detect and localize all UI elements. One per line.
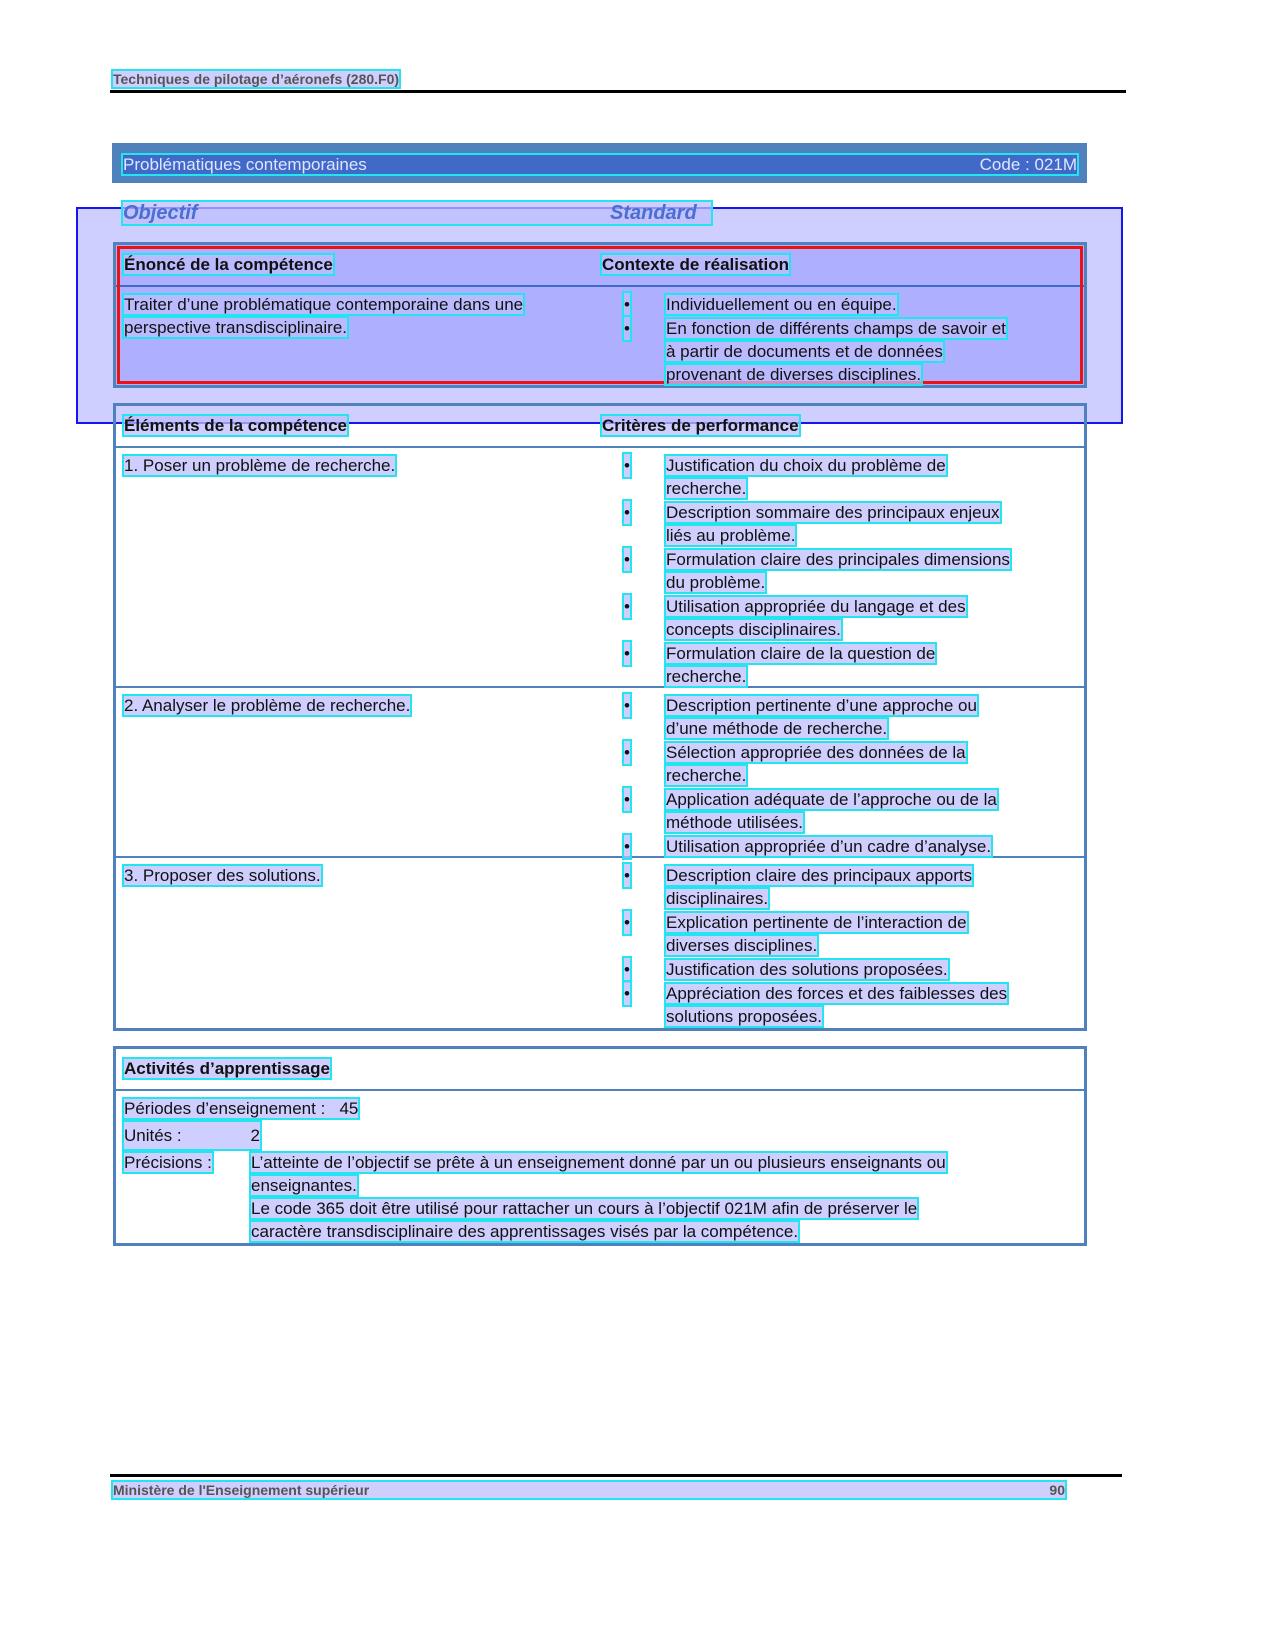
page-number: 90 xyxy=(1049,1482,1065,1498)
enonce-line: perspective transdisciplinaire. xyxy=(124,318,347,337)
objectif-label: Objectif xyxy=(123,202,198,224)
criterion-line: Sélection appropriée des données de la xyxy=(666,743,966,762)
criterion-line: concepts disciplinaires. xyxy=(666,620,841,639)
criterion-item xyxy=(602,694,1084,740)
criterion-line: à partir de documents et de données xyxy=(666,342,943,361)
bullet-icon: • xyxy=(624,866,630,885)
enonce-table xyxy=(113,242,1087,388)
criterion-line: Individuellement ou en équipe. xyxy=(666,295,897,314)
criterion-item xyxy=(602,911,1084,957)
criterion-line: Description pertinente d’une approche ou xyxy=(666,696,977,715)
criterion-item xyxy=(602,788,1084,834)
criterion-item xyxy=(602,741,1084,787)
course-code: Code : 021M xyxy=(979,155,1077,174)
precision-line: enseignantes. xyxy=(251,1176,357,1195)
criterion-line: diverses disciplines. xyxy=(666,936,818,955)
bullet-icon: • xyxy=(624,319,630,338)
criterion-line: du problème. xyxy=(666,573,766,592)
element-row xyxy=(116,448,1084,688)
element-label: 1. Poser un problème de recherche. xyxy=(124,456,396,475)
criterion-line: Justification du choix du problème de xyxy=(666,456,946,475)
elements-header: Éléments de la compétence xyxy=(124,416,347,435)
criterion-line: Formulation claire de la question de xyxy=(666,644,936,663)
bullet-icon: • xyxy=(624,696,630,715)
criteres-header: Critères de performance xyxy=(602,416,799,435)
periodes-value: 45 xyxy=(339,1099,359,1118)
unites-value: 2 xyxy=(250,1126,260,1145)
precision-line: caractère transdisciplinaire des apprentissages visés par la compétence. xyxy=(251,1222,799,1241)
element-row xyxy=(116,688,1084,858)
bullet-icon: • xyxy=(624,644,630,663)
bullet-icon: • xyxy=(624,503,630,522)
header-rule xyxy=(110,90,1126,93)
bullet-icon: • xyxy=(624,597,630,616)
criterion-line: recherche. xyxy=(666,766,747,785)
criterion-item xyxy=(602,454,1084,500)
title-bar xyxy=(112,143,1087,183)
criterion-item xyxy=(602,864,1084,910)
criterion-item xyxy=(602,548,1084,594)
enonce-header: Énoncé de la compétence xyxy=(124,255,333,274)
activites-table xyxy=(113,1046,1087,1246)
unites: Unités : 2 xyxy=(124,1122,260,1149)
elements-table xyxy=(113,403,1087,1031)
criterion-line: recherche. xyxy=(666,667,747,686)
criterion-line: Description sommaire des principaux enjeux xyxy=(666,503,1000,522)
bullet-icon: • xyxy=(624,837,630,856)
ministry: Ministère de l'Enseignement supérieur xyxy=(113,1482,370,1498)
contexte-header: Contexte de réalisation xyxy=(602,255,790,274)
precision-line: L’atteinte de l’objectif se prête à un enseignement donné par un ou plusieurs enseignants ou xyxy=(251,1153,946,1172)
element-label: 2. Analyser le problème de recherche. xyxy=(124,696,411,715)
criterion-line: disciplinaires. xyxy=(666,889,769,908)
criterion-item xyxy=(602,958,1084,981)
criterion-line: En fonction de différents champs de savoir et xyxy=(666,319,1006,338)
criterion-line: provenant de diverses disciplines. xyxy=(666,365,922,384)
bullet-icon: • xyxy=(624,295,630,314)
criterion-line: Utilisation appropriée du langage et des xyxy=(666,597,966,616)
criterion-item xyxy=(602,982,1084,1028)
activites-title: Activités d’apprentissage xyxy=(124,1059,330,1078)
bullet-icon: • xyxy=(624,456,630,475)
criterion-line: Formulation claire des principales dimensions xyxy=(666,550,1010,569)
criterion-line: solutions proposées. xyxy=(666,1007,822,1026)
element-label: 3. Proposer des solutions. xyxy=(124,866,321,885)
criterion-line: Description claire des principaux apports xyxy=(666,866,973,885)
program-header: Techniques de pilotage d’aéronefs (280.F0) xyxy=(113,71,400,87)
criterion-line: recherche. xyxy=(666,479,747,498)
element-row xyxy=(116,858,1084,1028)
bullet-icon: • xyxy=(624,550,630,569)
criterion-item xyxy=(602,293,1084,316)
precisions-label: Précisions : xyxy=(124,1153,212,1172)
bullet-icon: • xyxy=(624,790,630,809)
criterion-line: Application adéquate de l’approche ou de la xyxy=(666,790,997,809)
periodes: Périodes d’enseignement : 45 xyxy=(124,1099,359,1118)
footer xyxy=(113,1482,1065,1498)
bullet-icon: • xyxy=(624,960,630,979)
bullet-icon: • xyxy=(624,913,630,932)
criterion-item xyxy=(602,595,1084,641)
criterion-item xyxy=(602,317,1084,386)
criterion-line: Appréciation des forces et des faiblesses des xyxy=(666,984,1008,1003)
standard-label: Standard xyxy=(610,202,697,224)
criterion-item xyxy=(602,835,1084,858)
criterion-line: Utilisation appropriée d’un cadre d’analyse. xyxy=(666,837,992,856)
bullet-icon: • xyxy=(624,743,630,762)
enonce-line: Traiter d’une problématique contemporaine dans une xyxy=(124,295,524,314)
criterion-item xyxy=(602,501,1084,547)
precision-line: Le code 365 doit être utilisé pour rattacher un cours à l’objectif 021M afin de préserver le xyxy=(251,1199,918,1218)
objective-standard-labels xyxy=(123,202,711,224)
footer-rule xyxy=(110,1474,1122,1477)
criterion-line: méthode utilisées. xyxy=(666,813,804,832)
criterion-line: Justification des solutions proposées. xyxy=(666,960,948,979)
criterion-line: liés au problème. xyxy=(666,526,796,545)
criterion-line: d’une méthode de recherche. xyxy=(666,719,888,738)
criterion-line: Explication pertinente de l’interaction de xyxy=(666,913,967,932)
criterion-item xyxy=(602,642,1084,688)
bullet-icon: • xyxy=(624,984,630,1003)
course-title: Problématiques contemporaines xyxy=(123,155,367,174)
